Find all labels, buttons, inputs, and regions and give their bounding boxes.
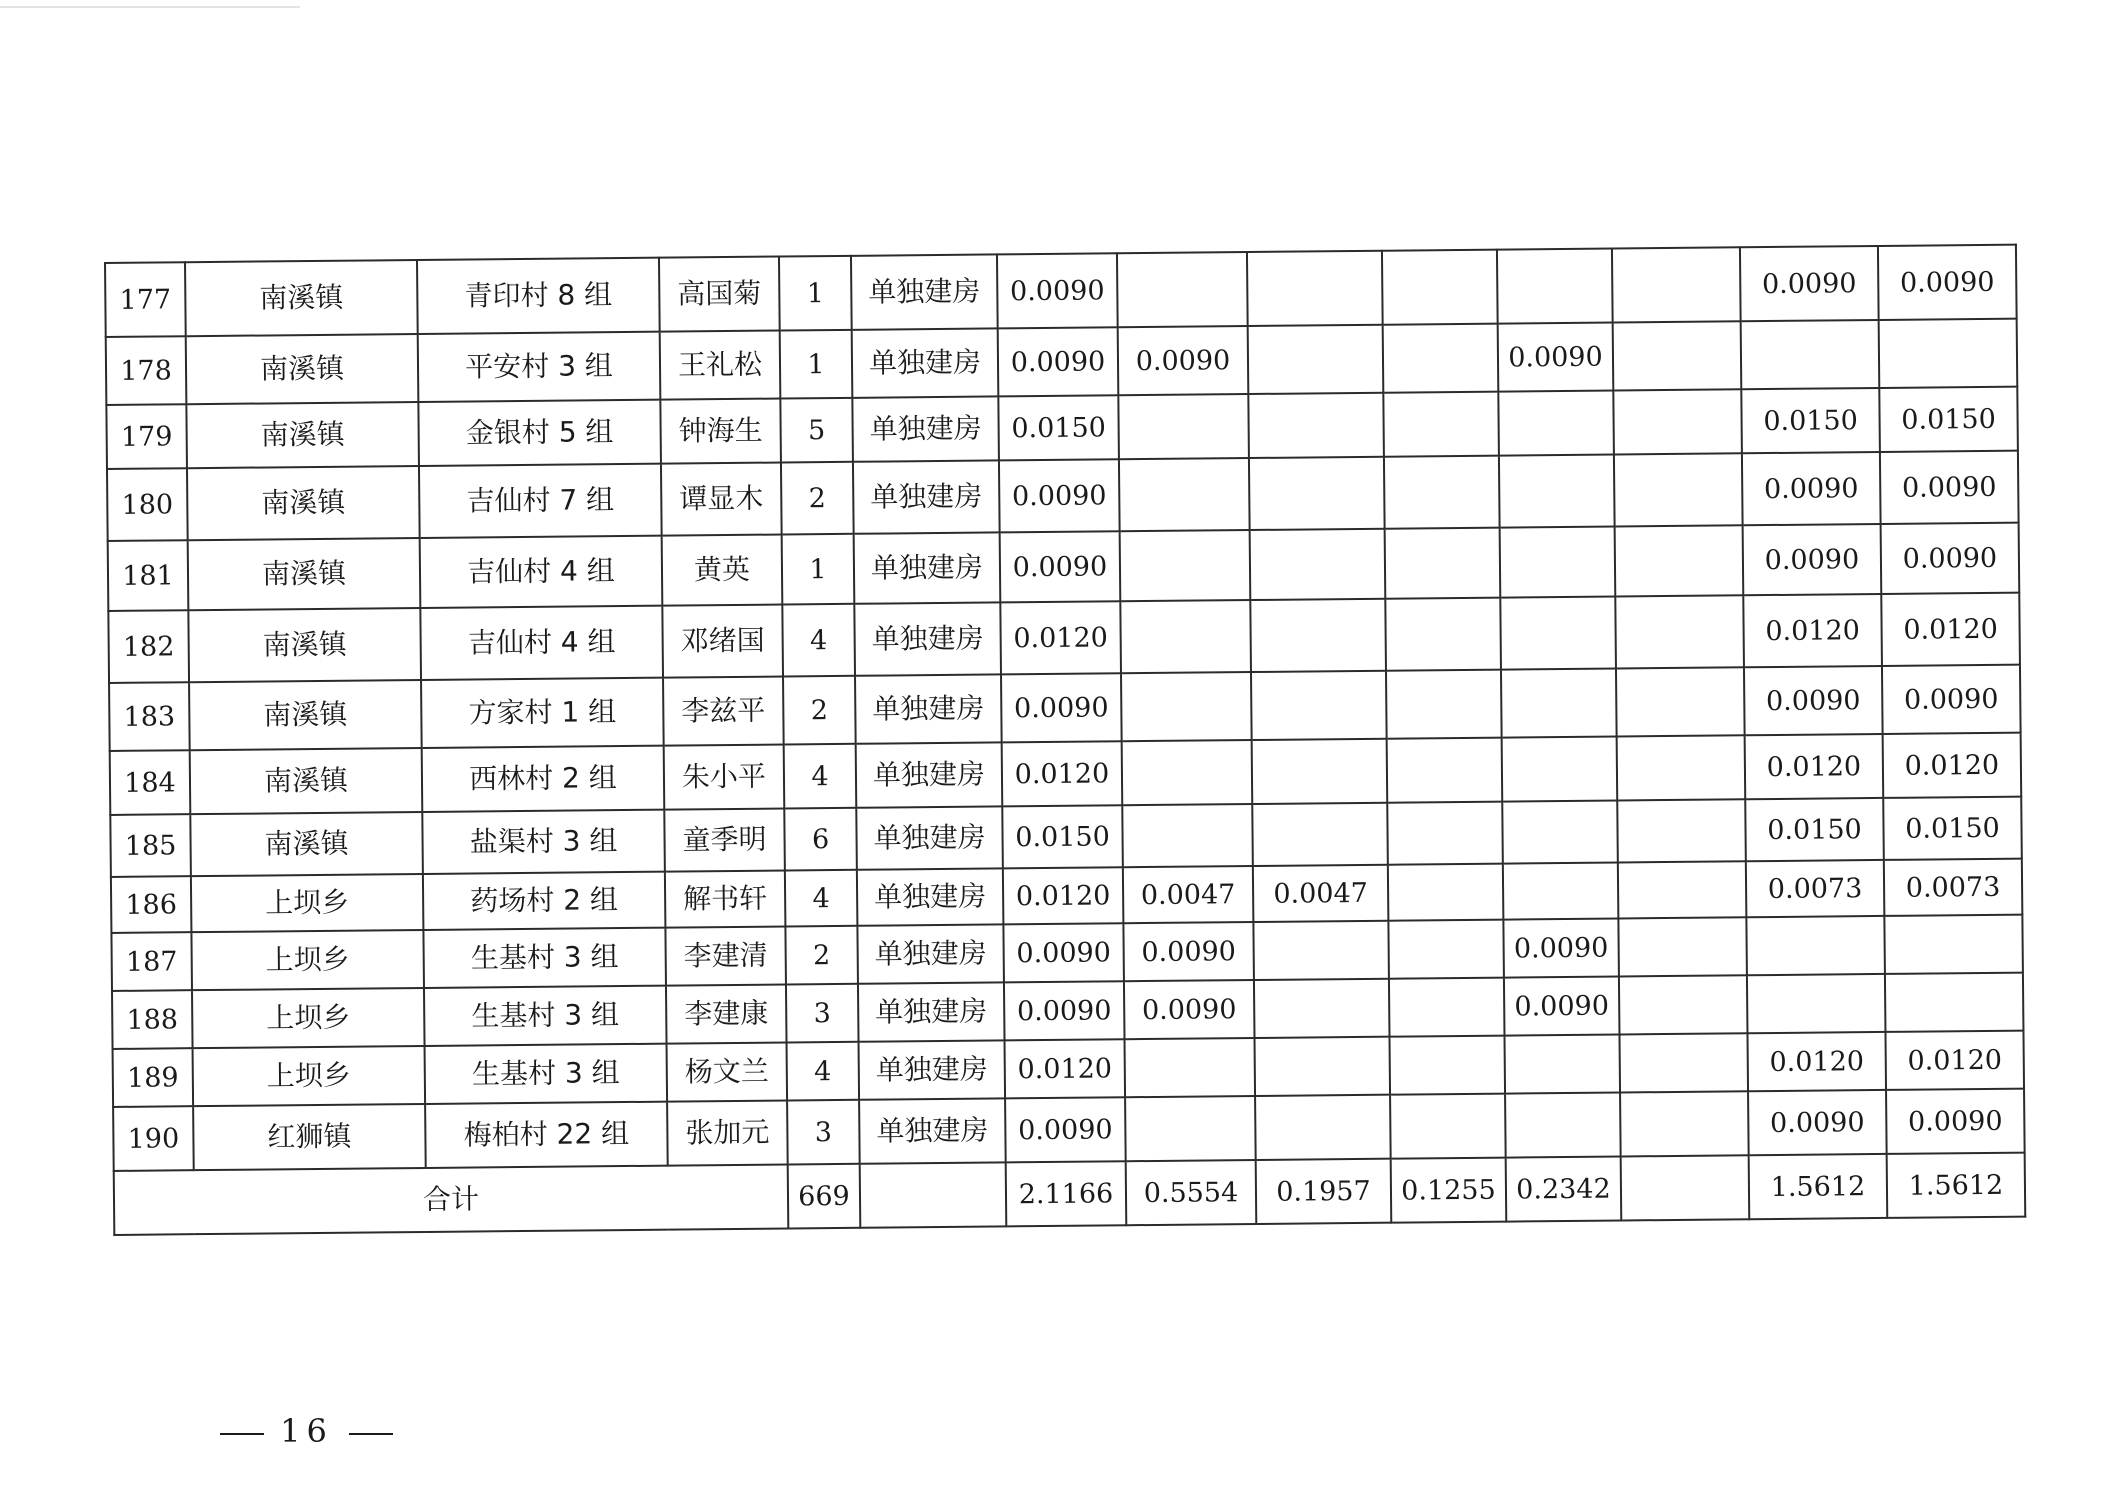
value-c2-cell	[1122, 804, 1253, 867]
value-c6-cell	[1614, 453, 1743, 526]
value-c6-cell	[1612, 247, 1741, 322]
value-c6-cell	[1618, 861, 1747, 918]
row-number: 183	[109, 682, 190, 751]
row-number: 177	[105, 262, 186, 337]
value-c6-cell	[1615, 525, 1744, 596]
value-c8-cell: 0.0120	[1881, 593, 2020, 666]
value-c4-cell	[1383, 392, 1499, 457]
scan-artifact-line	[0, 6, 300, 8]
value-c6-cell	[1617, 735, 1746, 800]
value-c4-cell	[1389, 1036, 1505, 1095]
village-cell: 生基村 3 组	[424, 986, 667, 1046]
count-cell: 1	[779, 256, 852, 331]
value-c8-cell	[1885, 973, 2024, 1032]
value-c8-cell: 0.0090	[1878, 245, 2017, 320]
count-cell: 4	[787, 1042, 860, 1101]
name-cell: 杨文兰	[667, 1042, 788, 1101]
page-number	[220, 1412, 393, 1450]
value-c7-cell	[1741, 320, 1880, 389]
value-c1-cell: 0.0120	[1000, 601, 1121, 674]
value-c4-cell	[1387, 738, 1503, 803]
type-cell: 单独建房	[855, 674, 1002, 743]
value-c6-cell	[1618, 917, 1747, 976]
village-cell: 盐渠村 3 组	[422, 810, 665, 874]
village-cell: 金银村 5 组	[418, 400, 661, 466]
village-cell: 平安村 3 组	[418, 332, 661, 402]
row-number: 190	[113, 1106, 194, 1171]
total-label: 合计	[114, 1164, 789, 1234]
value-c5-cell	[1504, 1034, 1620, 1093]
value-c3-cell	[1252, 803, 1388, 866]
value-c1-cell: 0.0090	[1004, 981, 1125, 1040]
value-c3-cell	[1253, 921, 1389, 980]
type-cell: 单独建房	[856, 742, 1003, 807]
name-cell: 李建清	[665, 926, 786, 985]
type-cell: 单独建房	[859, 1098, 1006, 1163]
value-c3-cell	[1248, 325, 1384, 394]
value-c1-cell: 0.0120	[1003, 867, 1124, 924]
village-cell: 生基村 3 组	[425, 1044, 668, 1104]
value-c1-cell: 0.0090	[999, 459, 1120, 532]
value-c7-cell: 0.0120	[1743, 594, 1882, 667]
homestead-record-table	[104, 244, 2026, 1236]
value-c4-cell	[1382, 250, 1498, 325]
value-c8-cell: 0.0120	[1885, 1031, 2024, 1090]
total-c4: 0.1255	[1391, 1158, 1507, 1223]
value-c7-cell: 0.0090	[1740, 246, 1879, 321]
value-c2-cell	[1125, 1038, 1256, 1097]
type-cell: 单独建房	[857, 868, 1004, 925]
value-c1-cell: 0.0090	[1005, 1097, 1126, 1162]
town-cell: 上坝乡	[191, 930, 424, 990]
value-c2-cell	[1118, 394, 1249, 459]
value-c2-cell	[1119, 458, 1250, 531]
value-c6-cell	[1616, 667, 1745, 736]
value-c3-cell	[1251, 671, 1387, 740]
page-number-dash-right	[349, 1433, 393, 1435]
type-cell: 单独建房	[852, 396, 999, 461]
value-c5-cell: 0.0090	[1498, 323, 1614, 392]
value-c8-cell: 0.0090	[1886, 1089, 2025, 1154]
value-c2-cell	[1125, 1096, 1256, 1161]
value-c3-cell	[1255, 1095, 1391, 1160]
name-cell: 李兹平	[663, 677, 784, 746]
value-c8-cell	[1879, 319, 2018, 388]
value-c6-cell	[1619, 1033, 1748, 1092]
value-c3-cell	[1254, 979, 1390, 1038]
town-cell: 南溪镇	[188, 538, 421, 610]
row-number: 189	[113, 1048, 194, 1107]
total-c2: 0.5554	[1126, 1160, 1257, 1225]
row-number: 179	[106, 404, 187, 469]
village-cell: 吉仙村 7 组	[419, 464, 662, 538]
value-c7-cell: 0.0120	[1747, 1032, 1886, 1091]
value-c1-cell: 0.0120	[1005, 1039, 1126, 1098]
village-cell: 梅柏村 22 组	[425, 1102, 668, 1168]
value-c6-cell	[1620, 1091, 1749, 1156]
name-cell: 高国菊	[659, 257, 780, 332]
village-cell: 青印村 8 组	[417, 258, 660, 334]
total-type	[860, 1162, 1007, 1227]
name-cell: 张加元	[667, 1100, 788, 1165]
town-cell: 南溪镇	[186, 334, 419, 404]
row-number: 178	[106, 336, 187, 405]
village-cell: 方家村 1 组	[421, 678, 664, 748]
value-c4-cell	[1386, 670, 1502, 739]
value-c5-cell: 0.0090	[1503, 918, 1619, 977]
value-c8-cell: 0.0090	[1881, 523, 2020, 594]
row-number: 188	[112, 990, 193, 1049]
total-c1: 2.1166	[1006, 1161, 1127, 1226]
row-number: 184	[110, 750, 191, 815]
page-number-value: 16	[280, 1412, 333, 1450]
value-c2-cell	[1117, 252, 1248, 327]
value-c2-cell: 0.0090	[1123, 922, 1254, 981]
value-c8-cell	[1884, 915, 2023, 974]
count-cell: 3	[786, 984, 859, 1043]
value-c2-cell: 0.0090	[1124, 980, 1255, 1039]
value-c3-cell	[1255, 1037, 1391, 1096]
name-cell: 王礼松	[660, 331, 781, 400]
type-cell: 单独建房	[856, 806, 1003, 869]
town-cell: 南溪镇	[185, 260, 418, 336]
total-c3: 0.1957	[1256, 1159, 1392, 1224]
count-cell: 6	[784, 808, 857, 871]
row-number: 182	[108, 610, 189, 683]
town-cell: 南溪镇	[187, 466, 420, 540]
town-cell: 南溪镇	[190, 812, 423, 876]
value-c1-cell: 0.0150	[1002, 805, 1123, 868]
value-c6-cell	[1619, 975, 1748, 1034]
value-c3-cell	[1250, 599, 1386, 672]
value-c1-cell: 0.0090	[998, 327, 1119, 396]
value-c1-cell: 0.0150	[998, 395, 1119, 460]
count-cell: 3	[787, 1100, 860, 1165]
count-cell: 5	[780, 398, 853, 463]
value-c5-cell	[1500, 597, 1616, 670]
count-cell: 4	[782, 604, 855, 677]
value-c7-cell: 0.0150	[1741, 388, 1880, 453]
name-cell: 邓绪国	[662, 605, 783, 678]
count-cell: 2	[783, 676, 856, 745]
town-cell: 南溪镇	[190, 748, 423, 814]
value-c5-cell	[1497, 249, 1613, 324]
value-c5-cell	[1503, 862, 1619, 919]
row-number: 181	[108, 540, 189, 611]
value-c6-cell	[1617, 799, 1746, 862]
value-c5-cell	[1505, 1092, 1621, 1157]
value-c5-cell	[1502, 737, 1618, 802]
value-c6-cell	[1613, 321, 1742, 390]
value-c5-cell	[1499, 455, 1615, 528]
total-c5: 0.2342	[1506, 1156, 1622, 1221]
type-cell: 单独建房	[851, 254, 998, 329]
row-number: 180	[107, 468, 188, 541]
value-c4-cell	[1388, 920, 1504, 979]
count-cell: 1	[782, 534, 855, 605]
value-c8-cell: 0.0073	[1884, 859, 2023, 916]
value-c4-cell	[1388, 864, 1504, 921]
type-cell: 单独建房	[852, 328, 999, 397]
value-c7-cell: 0.0090	[1743, 524, 1882, 595]
type-cell: 单独建房	[854, 602, 1001, 675]
value-c2-cell: 0.0047	[1123, 866, 1254, 923]
value-c7-cell: 0.0150	[1745, 798, 1884, 861]
name-cell: 黄英	[662, 535, 783, 606]
total-c6	[1621, 1155, 1750, 1220]
value-c4-cell	[1385, 528, 1501, 599]
village-cell: 药场村 2 组	[423, 872, 666, 930]
name-cell: 童季明	[664, 808, 785, 871]
value-c7-cell	[1747, 974, 1886, 1033]
value-c1-cell: 0.0090	[1003, 923, 1124, 982]
value-c8-cell: 0.0150	[1883, 797, 2022, 860]
value-c4-cell	[1390, 1094, 1506, 1159]
value-c2-cell	[1122, 740, 1253, 805]
value-c4-cell	[1384, 456, 1500, 529]
type-cell: 单独建房	[857, 924, 1004, 983]
type-cell: 单独建房	[859, 1040, 1006, 1099]
value-c1-cell: 0.0120	[1002, 741, 1123, 806]
value-c5-cell	[1498, 391, 1614, 456]
village-cell: 生基村 3 组	[423, 928, 666, 988]
row-number: 185	[110, 814, 191, 877]
count-cell: 2	[781, 462, 854, 535]
total-count: 669	[788, 1164, 861, 1229]
page-number-dash-left	[220, 1433, 264, 1435]
value-c5-cell: 0.0090	[1504, 976, 1620, 1035]
value-c2-cell	[1120, 600, 1251, 673]
town-cell: 南溪镇	[189, 680, 422, 750]
name-cell: 钟海生	[660, 399, 781, 464]
value-c7-cell: 0.0090	[1748, 1090, 1887, 1155]
value-c1-cell: 0.0090	[1000, 531, 1121, 602]
total-c7: 1.5612	[1749, 1154, 1888, 1219]
type-cell: 单独建房	[854, 532, 1001, 603]
value-c2-cell: 0.0090	[1118, 326, 1249, 395]
count-cell: 4	[785, 870, 858, 927]
value-c7-cell: 0.0073	[1746, 860, 1885, 917]
value-c7-cell: 0.0090	[1742, 452, 1881, 525]
value-c5-cell	[1501, 669, 1617, 738]
value-c8-cell: 0.0090	[1880, 451, 2019, 524]
name-cell: 解书轩	[665, 870, 786, 927]
name-cell: 谭显木	[661, 463, 782, 536]
type-cell: 单独建房	[853, 460, 1000, 533]
village-cell: 吉仙村 4 组	[420, 606, 663, 680]
row-number: 186	[111, 876, 192, 933]
value-c3-cell	[1247, 251, 1383, 326]
village-cell: 吉仙村 4 组	[420, 536, 663, 608]
value-c8-cell: 0.0120	[1883, 733, 2022, 798]
count-cell: 2	[785, 926, 858, 985]
town-cell: 南溪镇	[188, 608, 421, 682]
town-cell: 上坝乡	[191, 874, 424, 932]
value-c4-cell	[1389, 978, 1505, 1037]
town-cell: 上坝乡	[192, 988, 425, 1048]
value-c3-cell: 0.0047	[1253, 865, 1389, 922]
value-c7-cell: 0.0120	[1745, 734, 1884, 799]
total-c8: 1.5612	[1887, 1153, 2026, 1218]
town-cell: 南溪镇	[186, 402, 419, 468]
value-c2-cell	[1120, 530, 1251, 601]
value-c8-cell: 0.0090	[1882, 665, 2021, 734]
value-c8-cell: 0.0150	[1879, 387, 2018, 452]
town-cell: 上坝乡	[193, 1046, 426, 1106]
town-cell: 红狮镇	[193, 1104, 426, 1170]
name-cell: 朱小平	[664, 744, 785, 809]
row-number: 187	[111, 932, 192, 991]
value-c1-cell: 0.0090	[997, 253, 1118, 328]
name-cell: 李建康	[666, 984, 787, 1043]
value-c2-cell	[1121, 672, 1252, 741]
value-c4-cell	[1383, 324, 1499, 393]
count-cell: 4	[784, 744, 857, 809]
value-c3-cell	[1249, 457, 1385, 530]
value-c7-cell	[1746, 916, 1885, 975]
value-c5-cell	[1502, 800, 1618, 863]
value-c3-cell	[1252, 739, 1388, 804]
value-c4-cell	[1385, 598, 1501, 671]
village-cell: 西林村 2 组	[422, 746, 665, 812]
value-c7-cell: 0.0090	[1744, 666, 1883, 735]
count-cell: 1	[780, 330, 853, 399]
value-c4-cell	[1387, 802, 1503, 865]
table-body	[105, 245, 2025, 1171]
value-c3-cell	[1250, 529, 1386, 600]
type-cell: 单独建房	[858, 982, 1005, 1041]
value-c3-cell	[1248, 393, 1384, 458]
value-c6-cell	[1613, 389, 1742, 454]
value-c1-cell: 0.0090	[1001, 673, 1122, 742]
value-c5-cell	[1500, 527, 1616, 598]
value-c6-cell	[1615, 595, 1744, 668]
